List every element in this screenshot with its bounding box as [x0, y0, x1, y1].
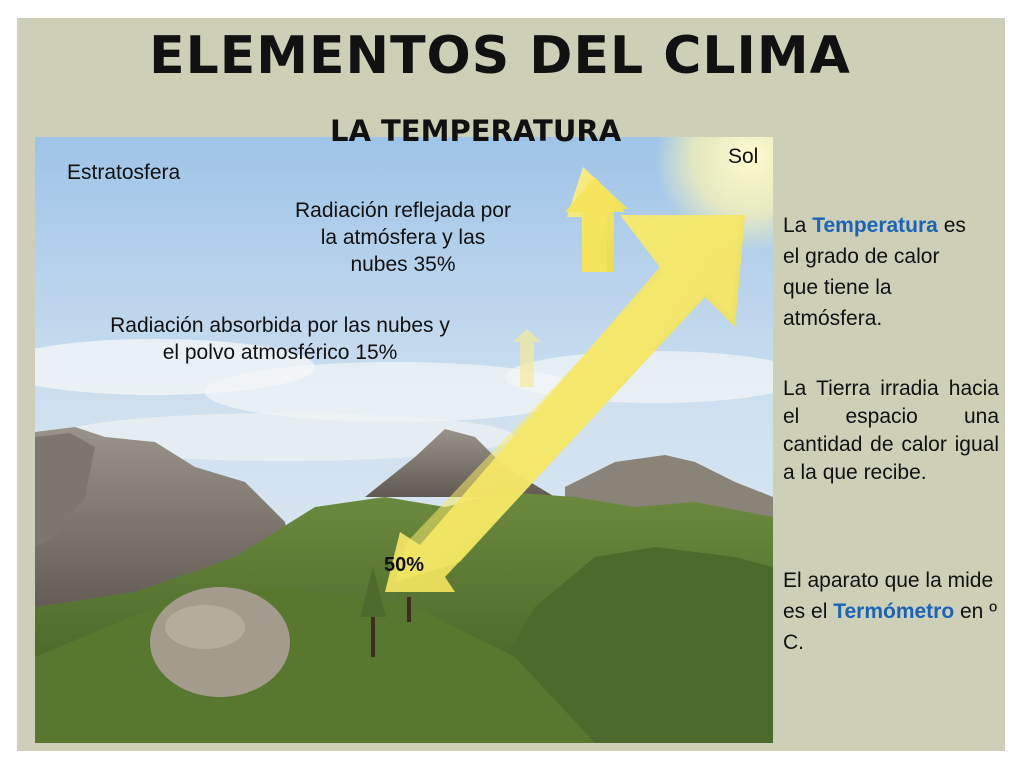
- definition-text-end: es el grado de calor que tiene la atmósfera.: [783, 214, 966, 330]
- reflected-line-2: la atmósfera y las: [320, 226, 486, 249]
- temperature-definition: [783, 210, 973, 334]
- termometro-highlight: Termómetro: [833, 600, 955, 623]
- ground-percent-label: 50%: [384, 554, 425, 576]
- page-title: ELEMENTOS DEL CLIMA: [149, 26, 851, 86]
- temperatura-highlight: Temperatura: [812, 214, 938, 237]
- reflected-line-1: Radiación reflejada por: [295, 199, 511, 222]
- thermometer-paragraph: [783, 565, 1018, 658]
- sun-label: Sol: [728, 145, 759, 168]
- reflected-line-3: nubes 35%: [350, 253, 456, 276]
- absorbed-line-1: Radiación absorbida por las nubes y: [110, 314, 450, 337]
- thermometer-text-start: El aparato que la mide es el: [783, 569, 994, 623]
- absorbed-line-2: el polvo atmosférico 15%: [162, 341, 398, 364]
- radiation-diagram: [35, 137, 773, 743]
- stratosphere-label: Estratosfera: [67, 161, 181, 184]
- reflected-radiation-label: [263, 197, 543, 278]
- thermometer-text-end: en º C.: [783, 600, 997, 654]
- definition-text-start: La: [783, 214, 813, 237]
- earth-radiation-paragraph: La Tierra irradia hacia el espacio una cantidad de calor igual a la que recibe.: [783, 377, 999, 484]
- page-subtitle: LA TEMPERATURA: [330, 114, 622, 148]
- absorbed-radiation-label: [65, 312, 495, 366]
